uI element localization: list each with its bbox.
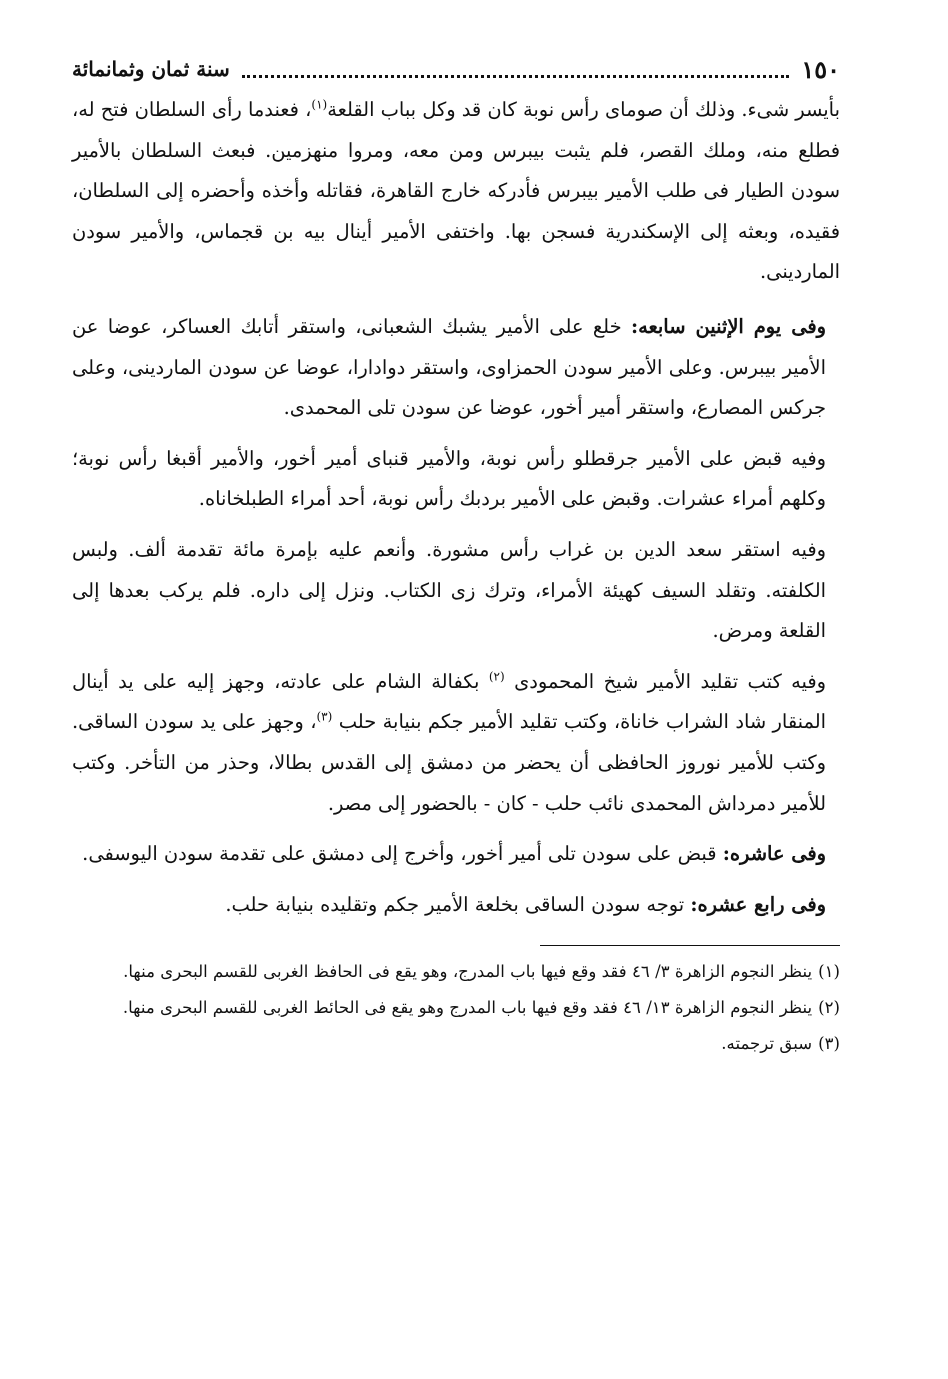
paragraph-4: وفيه استقر سعد الدين بن غراب رأس مشورة. وأنعم عليه بإمرة مائة تقدمة ألف. ولبس الكلفته. وتقلد السيف كهيئة الأمراء، وترك زى الكتاب. ونزل إلى داره. فلم يركب بعدها إلى القلعة ومرض.	[72, 537, 826, 643]
footnote-3: (٣)سبق ترجمته.	[721, 1034, 840, 1054]
footnote-ref-3: (٣)	[316, 709, 333, 724]
paragraph-3: وفيه قبض على الأمير جرقطلو رأس نوبة، والأمير قنباى أمير أخور، والأمير أقبغا رأس نوبة؛ وكلهم أمراء عشرات. وقبض على الأمير بردبك رأس نوبة، أحد أمراء الطبلخاناه.	[72, 446, 826, 511]
paragraph-6: وفى عاشره: قبض على سودن تلى أمير أخور، وأخرج إلى دمشق على تقدمة سودن اليوسفى.	[82, 842, 826, 866]
running-title: سنة ثمان وثمانمائة	[72, 57, 230, 81]
document-page	[72, 52, 840, 1062]
paragraph-1: بأيسر شىء. وذلك أن صوماى رأس نوبة كان قد وكل بباب القلعة$^{(١)}$، فعندما رأى السلطان فتح له، فطلع منه، وملك القصر، فلم يثبت بيبرس ومن معه، ومروا منهزمين. فبعث السلطان بالأمير سودن الطيار فى طلب الأمير بيبرس فأدركه خارج القاهرة، فقاتله وأخذه وأحضره إلى السلطان، فقيده، وبعثه إلى الإسكندرية فسجن بها. واختفى الأمير أينال بيه بن قجماس، والأمير سودن الماردينى.	[72, 97, 840, 284]
paragraph-lead: وفى عاشره:	[722, 842, 826, 866]
footnote-ref-2: (٢)	[488, 669, 505, 684]
page-number: ١٥٠	[801, 54, 840, 84]
footnote-ref-1: (١)	[311, 97, 328, 112]
footnote-separator	[540, 945, 840, 946]
paragraph-7: وفى رابع عشره: توجه سودن الساقى بخلعة الأمير جكم وتقليده بنيابة حلب.	[225, 892, 826, 916]
footnote-1: (١)ينظر النجوم الزاهرة ٣/ ٤٦ فقد وقع فيها باب المدرج، وهو يقع فى الحافظ الغربى للقسم البحرى منها.	[123, 962, 840, 982]
header-dot-leader	[242, 61, 790, 78]
paragraph-5: وفيه كتب تقليد الأمير شيخ المحمودى $^{(٢)}$ بكفالة الشام على عادته، وجهز إليه على يد أينال المنقار شاد الشراب خاناة، وكتب تقليد الأمير جكم بنيابة حلب $^{(٣)}$، وجهز على يد سودن الساقى. وكتب للأمير نوروز الحافظى أن يحضر من دمشق إلى القدس بطالا، وحذر من التأخر. وكتب للأمير دمرداش المحمدى نائب حلب - كان - بالحضور إلى مصر.	[72, 669, 827, 815]
footnote-2: (٢)ينظر النجوم الزاهرة ١٣/ ٤٦ فقد وقع فيها باب المدرج وهو يقع فى الحائط الغربى للقسم البحرى منها.	[122, 998, 840, 1018]
footnotes	[72, 954, 840, 1062]
paragraph-2: وفى يوم الإثنين سابعه: خلع على الأمير يشبك الشعبانى، واستقر أتابك العساكر، عوضا عن الأمير بيبرس. وعلى الأمير سودن الحمزاوى، واستقر دوادارا، عوضا عن سودن الماردينى، وعلى جركس المصارع، واستقر أمير أخور، عوضا عن سودن تلى المحمدى.	[72, 314, 827, 420]
page-header	[72, 52, 840, 86]
paragraph-lead: وفى رابع عشره:	[690, 892, 826, 916]
body-text	[72, 90, 840, 925]
paragraph-lead: وفى يوم الإثنين سابعه:	[631, 314, 827, 338]
